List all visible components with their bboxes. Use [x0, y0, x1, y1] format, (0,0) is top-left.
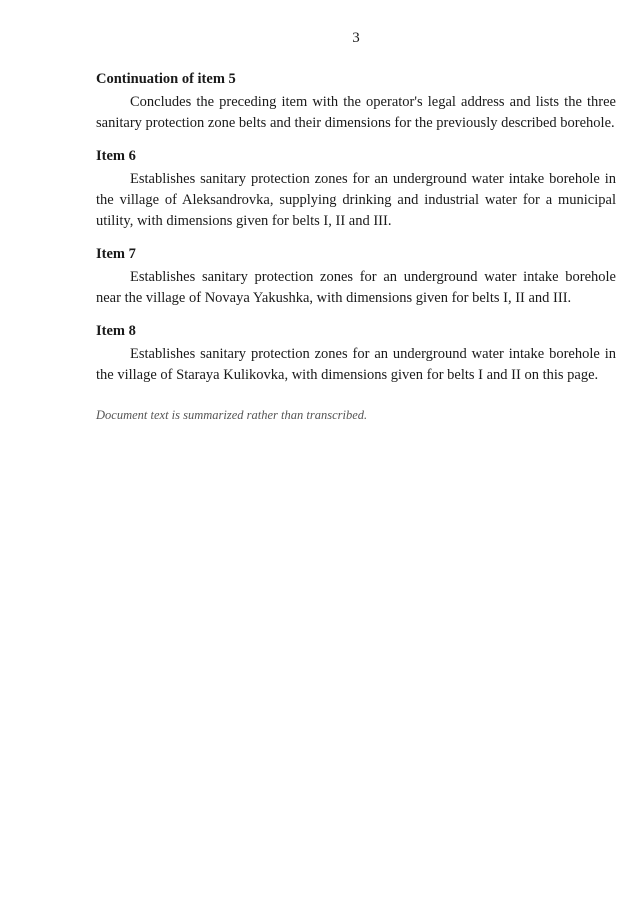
section-summary: Establishes sanitary protection zones for an underground water intake borehole near the village of Novaya Yakushka, with dimensions given for belts I, II and III.: [96, 269, 616, 306]
section-summary: Establishes sanitary protection zones for an underground water intake borehole in the village of Staraya Kulikovka, with dimensions given for belts I and II on this page.: [96, 346, 616, 383]
document-page: [96, 30, 616, 424]
section-summary: Establishes sanitary protection zones for an underground water intake borehole in the village of Aleksandrovka, supplying drinking and industrial water for a municipal utility, with dimensions given for belts I, II and III.: [96, 171, 616, 229]
section-item-6: [96, 148, 616, 232]
section-item-8: [96, 323, 616, 386]
section-label: Item 6: [96, 148, 136, 164]
section-continuation: [96, 71, 616, 134]
section-summary: Concludes the preceding item with the operator's legal address and lists the three sanitary protection zone belts and their dimensions for the previously described borehole.: [96, 94, 616, 131]
page-number: 3: [352, 30, 360, 46]
section-label: Item 8: [96, 323, 136, 339]
summary-note: Document text is summarized rather than transcribed.: [96, 408, 368, 422]
section-label: Continuation of item 5: [96, 71, 236, 87]
section-item-7: [96, 246, 616, 309]
section-label: Item 7: [96, 246, 136, 262]
